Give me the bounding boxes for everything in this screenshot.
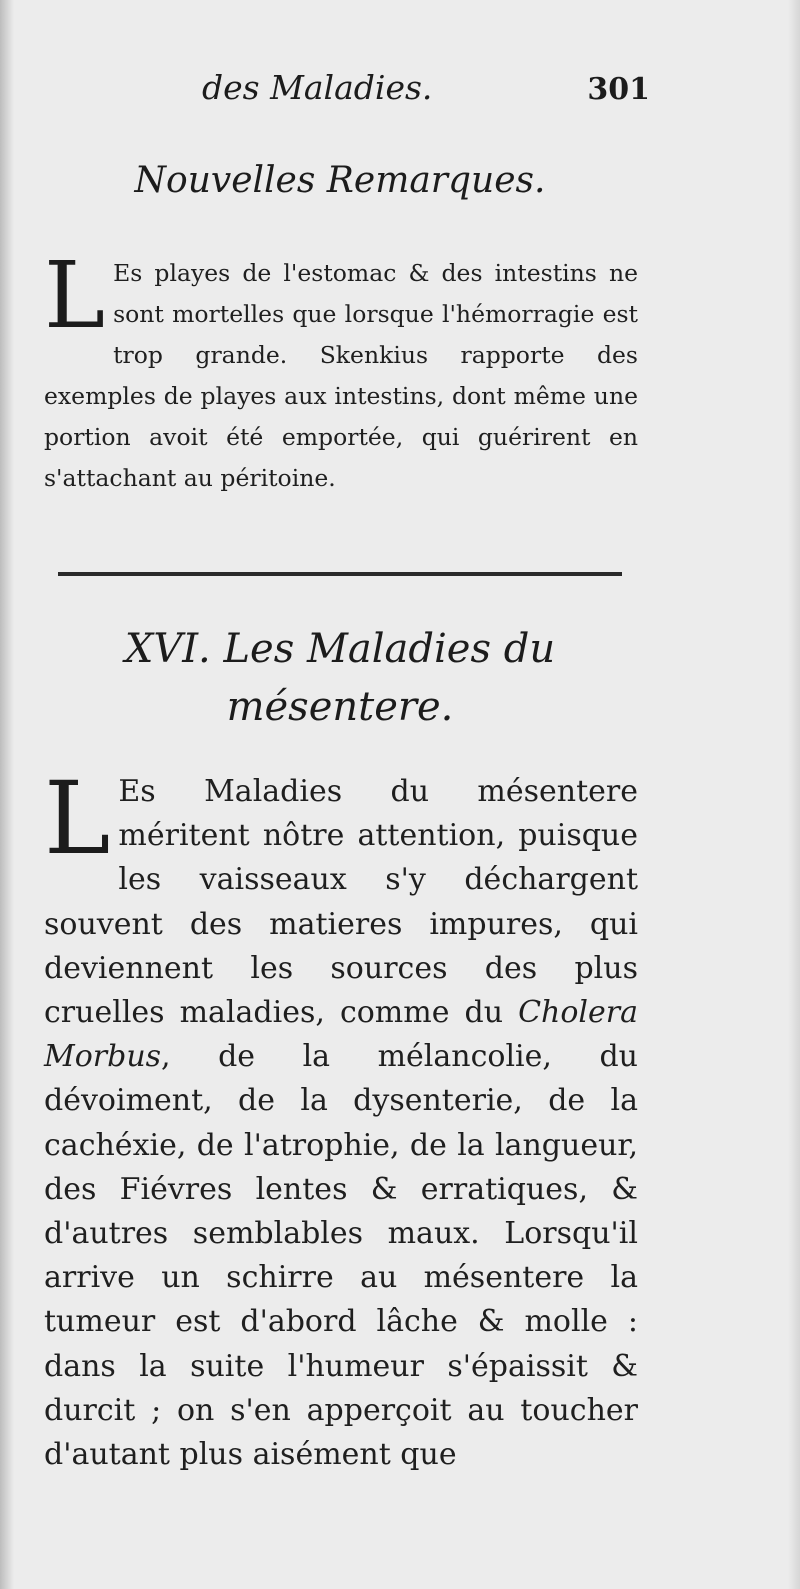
paragraph-text-italic: Cholera Morbus: [44, 995, 638, 1075]
running-head-title: des Maladies.: [202, 68, 433, 107]
paragraph-maladies-mesentere: [44, 760, 638, 1477]
paragraph-text: Es playes de l'estomac & des intestins ne sont mortelles que lorsque l'hémorragie est trop grande. Skenkius rapporte des exemples de playes aux intestins, dont même une portion avoit été emportée, qui guérirent en s'attachant au péritoine.: [44, 259, 638, 492]
page-edge-shadow: [788, 0, 800, 1589]
chapter-heading-line-2: mésentere.: [226, 684, 454, 730]
drop-cap: L: [44, 242, 106, 349]
section-divider-rule: [58, 572, 622, 576]
section-heading-nouvelles-remarques: Nouvelles Remarques.: [134, 160, 546, 201]
paragraph-text-part-2: , de la mélancolie, du dévoiment, de la dysenterie, de la cachéxie, de l'atrophie, de la langueur, des Fiévres lentes & erratiques, & d'autres semblables maux. Lorsqu'il arrive un schirre au mésentere la tumeur est d'abord lâche & molle : dans la suite l'humeur s'épaissit & durcit ; on s'en apperçoit au toucher d'autant plus aisément que: [44, 1039, 638, 1473]
running-head: [40, 68, 650, 114]
chapter-heading: [40, 620, 640, 736]
paragraph-nouvelles-remarques: [44, 242, 638, 499]
chapter-heading-line-1: XVI. Les Maladies du: [124, 626, 556, 672]
paragraph-text-part-1: Es Maladies du mésentere méritent nôtre attention, puisque les vaisseaux s'y déchargent souvent des matieres impures, qui deviennent les sources des plus cruelles maladies, comme du: [44, 774, 638, 1031]
drop-cap: L: [44, 760, 111, 877]
page-number: 301: [587, 72, 650, 107]
page-gutter-shadow: [0, 0, 14, 1589]
